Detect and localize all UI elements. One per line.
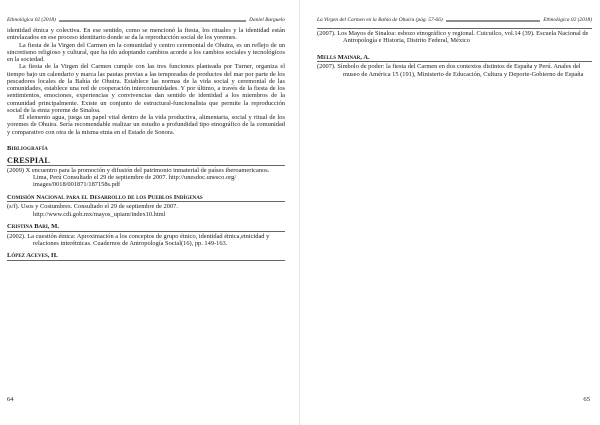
bibliography-entry [7,252,285,261]
bibliography-entry [7,157,285,189]
bibliography-heading: Bibliografía [7,144,48,152]
bibliography-reference: (2002). La cuestión étnica: Aproximación a los conceptos de grupo étnico, identidad étnica,etnicidad y relaciones interétnicas. Cuadernos de Antropología Social(16), pp. 149-163. [7,232,270,247]
bibliography-author-rule [317,61,592,62]
body-paragraph: La fiesta de la Virgen del Carmen cumple con las tres funciones planteada por Turner, organiza el tiempo bajo un calendario y marca las pautas previas a las temporadas de productos del mar por parte de los pescadores locales de la Bahía de Ohuira. Establece las normas de la vida social y ceremonial de las comunidades, establece una red de cooperación intercomunidades. Y por último, a través de la fiesta de los sentimientos, emociones, experiencias y convivencias dan sentido de identidad a los miembros de la comunidad principalmente. Existe un conjunto de estructural-funcionalista que permite la reproducción social de la etnia yoreme de Sinaloa. [7,63,285,114]
left-header-rule [59,20,246,21]
left-header-journal: Ethnológica 02 (2018) [7,17,56,23]
bibliography-entry [317,54,592,78]
left-header-author: Daniel Barguelo [249,17,285,23]
right-body-column [317,27,592,78]
bibliography-entry [7,194,285,218]
left-body-column [7,27,285,262]
bibliography-author: Mells Mainar, A. [317,53,370,61]
bibliography-author-rule [7,231,285,232]
bibliography-author: Cristina Bari, M. [7,222,59,230]
right-header-rule [446,20,541,21]
body-paragraph: La fiesta de la Virgen del Carmen en la comunidad y centro ceremonial de Ohuira, es un reflejo de un sincretismo religioso y cultural, que ha ido adoptando cambios acorde a los cambios sociales y tecnológicos en la sociedad. [7,41,285,63]
bibliography-reference: (2007). Símbolo de poder: la fiesta del Carmen en dos contextos distintos de España y Perú. Anales del museo de América 15 (191), Ministerio de Educación, Cultura y Deporte-Gobierno de España [317,63,584,78]
bibliography-author-rule [7,201,285,202]
bibliography-author-rule [7,260,285,261]
body-paragraph: identidad étnica y colectiva. En ese sentido, como se mencionó la fiesta, los rituales y la identidad están entrelazados en ese proceso identitario donde se da la reproducción social de los yoremes. [7,27,285,42]
bibliography-reference: (s/f). Usos y Costumbres. Consultado el 29 de septiembre de 2007. http://www.cdi.gob.mx/mayos_upiam/index10.html [7,203,178,218]
bibliography-entry [7,223,285,247]
bibliography-reference: (2007). Los Mayos de Sinaloa: esbozo etnográfico y regional. Cuicuilco, vol.14 (39). Escuela Nacional de Antropología e Historia, Distrito Federal, México [317,30,589,45]
right-header-journal: Ethnológica 02 (2018) [543,17,592,23]
bibliography-reference: (2009) X encuentro para la promoción y difusión del patrimonio inmaterial de países iberoamericanos. Lima, Perú Consultado el 29 de septiembre de 2007. http://unesdoc.unesco.org/ images/0018/001871/187158s.pdf [7,166,270,189]
left-running-head [7,15,285,25]
bibliography-author: CRESPIAL [7,156,51,165]
bibliography-author-rule [317,28,592,29]
body-paragraph: El elemento agua, juega un papel vital dentro de la vida productiva, alimentaria, social y ritual de los yoremes de Ohuira. Sería recomendable realizar un estudio a profundidad tipo etnográfico de la comunidad y comparativo con otra de la misma etnia en el Estado de Sonora. [7,114,285,136]
bibliography-author: Comisión Nacional para el Desarrollo de los Pueblos Indígenas [7,193,203,201]
right-page-number: 65 [583,396,590,403]
bibliography-entry [317,28,592,45]
bibliography-author: López Aceves, H. [7,252,58,259]
right-running-head [317,15,592,25]
right-page [300,0,600,425]
right-header-article-title: La Virgen del Carmen en la Bahía de Ohuira (pág. 57-66) [317,17,443,23]
left-page-number: 64 [7,396,14,403]
